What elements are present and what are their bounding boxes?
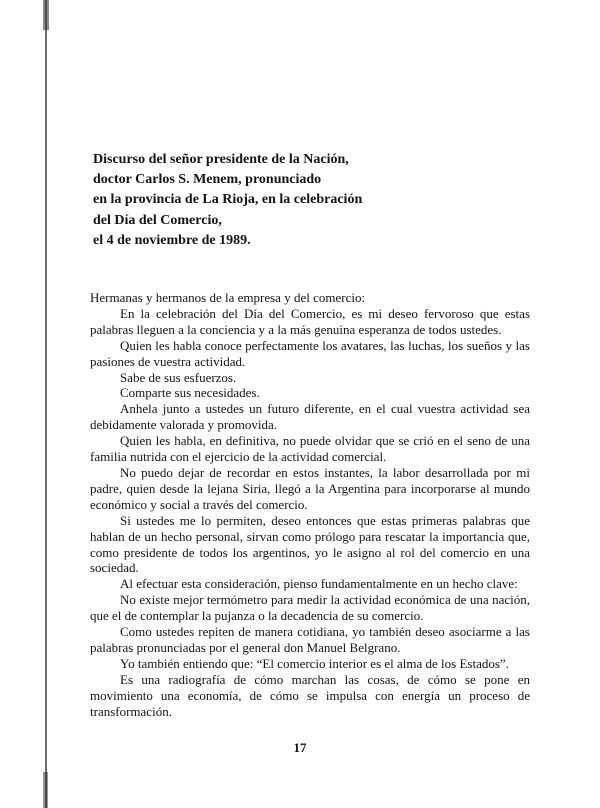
page-number: 17 bbox=[293, 740, 307, 755]
speech-body bbox=[90, 290, 530, 719]
paragraph: Quien les habla, en definitiva, no puede olvidar que se crió en el seno de una familia nutrida con el ejercicio de la actividad comercial. bbox=[90, 433, 530, 465]
paragraph: No existe mejor termómetro para medir la actividad económica de una nación, que el de contemplar la pujanza o la decadencia de su comercio. bbox=[90, 592, 530, 624]
scan-edge-mark-bottom bbox=[43, 772, 48, 808]
heading-line: el 4 de noviembre de 1989. bbox=[93, 232, 251, 248]
paragraph: Yo también entiendo que: “El comercio interior es el alma de los Estados”. bbox=[120, 655, 509, 671]
page-binding-edge bbox=[45, 0, 47, 808]
paragraph: Comparte sus necesidades. bbox=[120, 385, 260, 401]
paragraph: Sabe de sus esfuerzos. bbox=[120, 369, 237, 385]
paragraph: No puedo dejar de recordar en estos instantes, la labor desarrollada por mi padre, quien desde la lejana Siria, llegó a la Argentina para incorporarse al mundo económico y social a través del comercio. bbox=[90, 464, 530, 512]
heading-line: en la provincia de La Rioja, en la celebración bbox=[93, 192, 363, 208]
paragraph: En la celebración del Día del Comercio, es mi deseo fervoroso que estas palabras lleguen a la conciencia y a la más genuina esperanza de todos ustedes. bbox=[90, 305, 530, 337]
paragraph: Anhela junto a ustedes un futuro diferente, en el cual vuestra actividad sea debidamente valorada y promovida. bbox=[90, 401, 530, 433]
paragraph: Quien les habla conoce perfectamente los avatares, las luchas, los sueños y las pasiones de vuestra actividad. bbox=[90, 337, 530, 369]
heading-line: doctor Carlos S. Menem, pronunciado bbox=[93, 172, 322, 188]
paragraph: Al efectuar esta consideración, pienso fundamentalmente en un hecho clave: bbox=[120, 576, 518, 592]
paragraph: Es una radiografía de cómo marchan las cosas, de cómo se pone en movimiento una economía, de cómo se impulsa con energía un proceso de transformación. bbox=[90, 671, 530, 719]
heading-line: Discurso del señor presidente de la Nación, bbox=[93, 152, 349, 167]
salutation: Hermanas y hermanos de la empresa y del comercio: bbox=[90, 290, 366, 305]
heading-line: del Día del Comercio, bbox=[93, 212, 222, 228]
paragraph: Si ustedes me lo permiten, deseo entonces que estas primeras palabras que hablan de un hecho personal, sirvan como prólogo para rescatar la importancia que, como presidente de todos los argentinos, yo le asigno al rol del comercio en una sociedad. bbox=[90, 512, 530, 576]
paragraph: Como ustedes repiten de manera cotidiana, yo también deseo asociarme a las palabras pronunciadas por el general don Manuel Belgrano. bbox=[90, 624, 530, 655]
speech-heading bbox=[93, 150, 513, 251]
